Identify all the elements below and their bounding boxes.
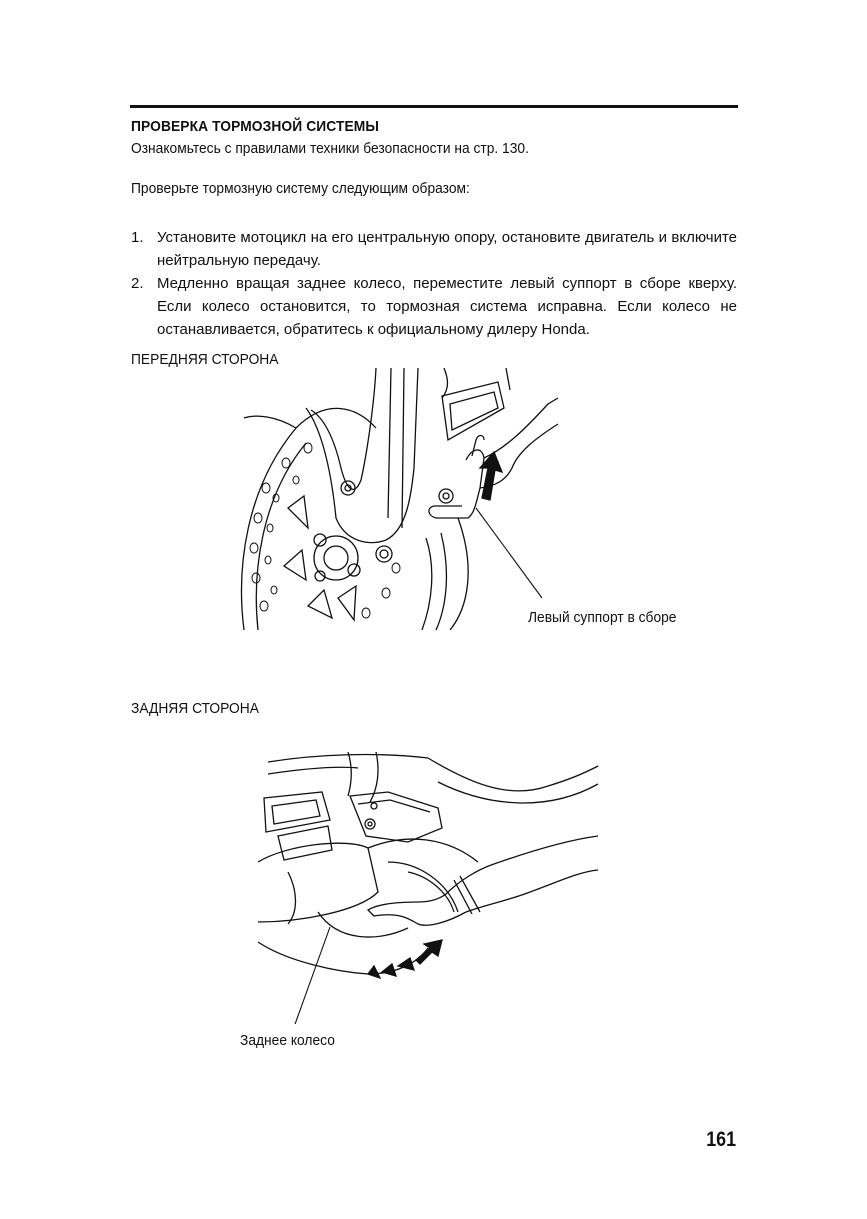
rear-heading: ЗАДНЯЯ СТОРОНА	[131, 700, 259, 717]
section-title: ПРОВЕРКА ТОРМОЗНОЙ СИСТЕМЫ	[131, 118, 379, 135]
check-lead: Проверьте тормозную систему следующим образом:	[131, 180, 470, 197]
step-text: Медленно вращая заднее колесо, переместите левый суппорт в сборе кверху. Если колесо остановится, то тормозная система исправна. Если колесо не останавливается, обратитесь к официальному дилеру Honda.	[157, 275, 737, 338]
step-item	[131, 272, 737, 341]
rear-wheel-illustration	[258, 752, 603, 1024]
rear-callout-rear-wheel: Заднее колесо	[240, 1032, 335, 1049]
step-text: Установите мотоцикл на его центральную опору, остановите двигатель и включите нейтральную передачу.	[157, 229, 737, 269]
front-heading: ПЕРЕДНЯЯ СТОРОНА	[131, 351, 279, 368]
front-brake-illustration	[236, 368, 566, 630]
step-number: 1.	[131, 229, 144, 246]
page-number: 161	[706, 1128, 736, 1151]
steps-list	[131, 226, 737, 341]
step-item	[131, 226, 737, 272]
header-rule	[130, 105, 738, 108]
front-callout-left-caliper: Левый суппорт в сборе	[528, 609, 677, 626]
safety-reference: Ознакомьтесь с правилами техники безопасности на стр. 130.	[131, 140, 529, 157]
step-number: 2.	[131, 275, 144, 292]
